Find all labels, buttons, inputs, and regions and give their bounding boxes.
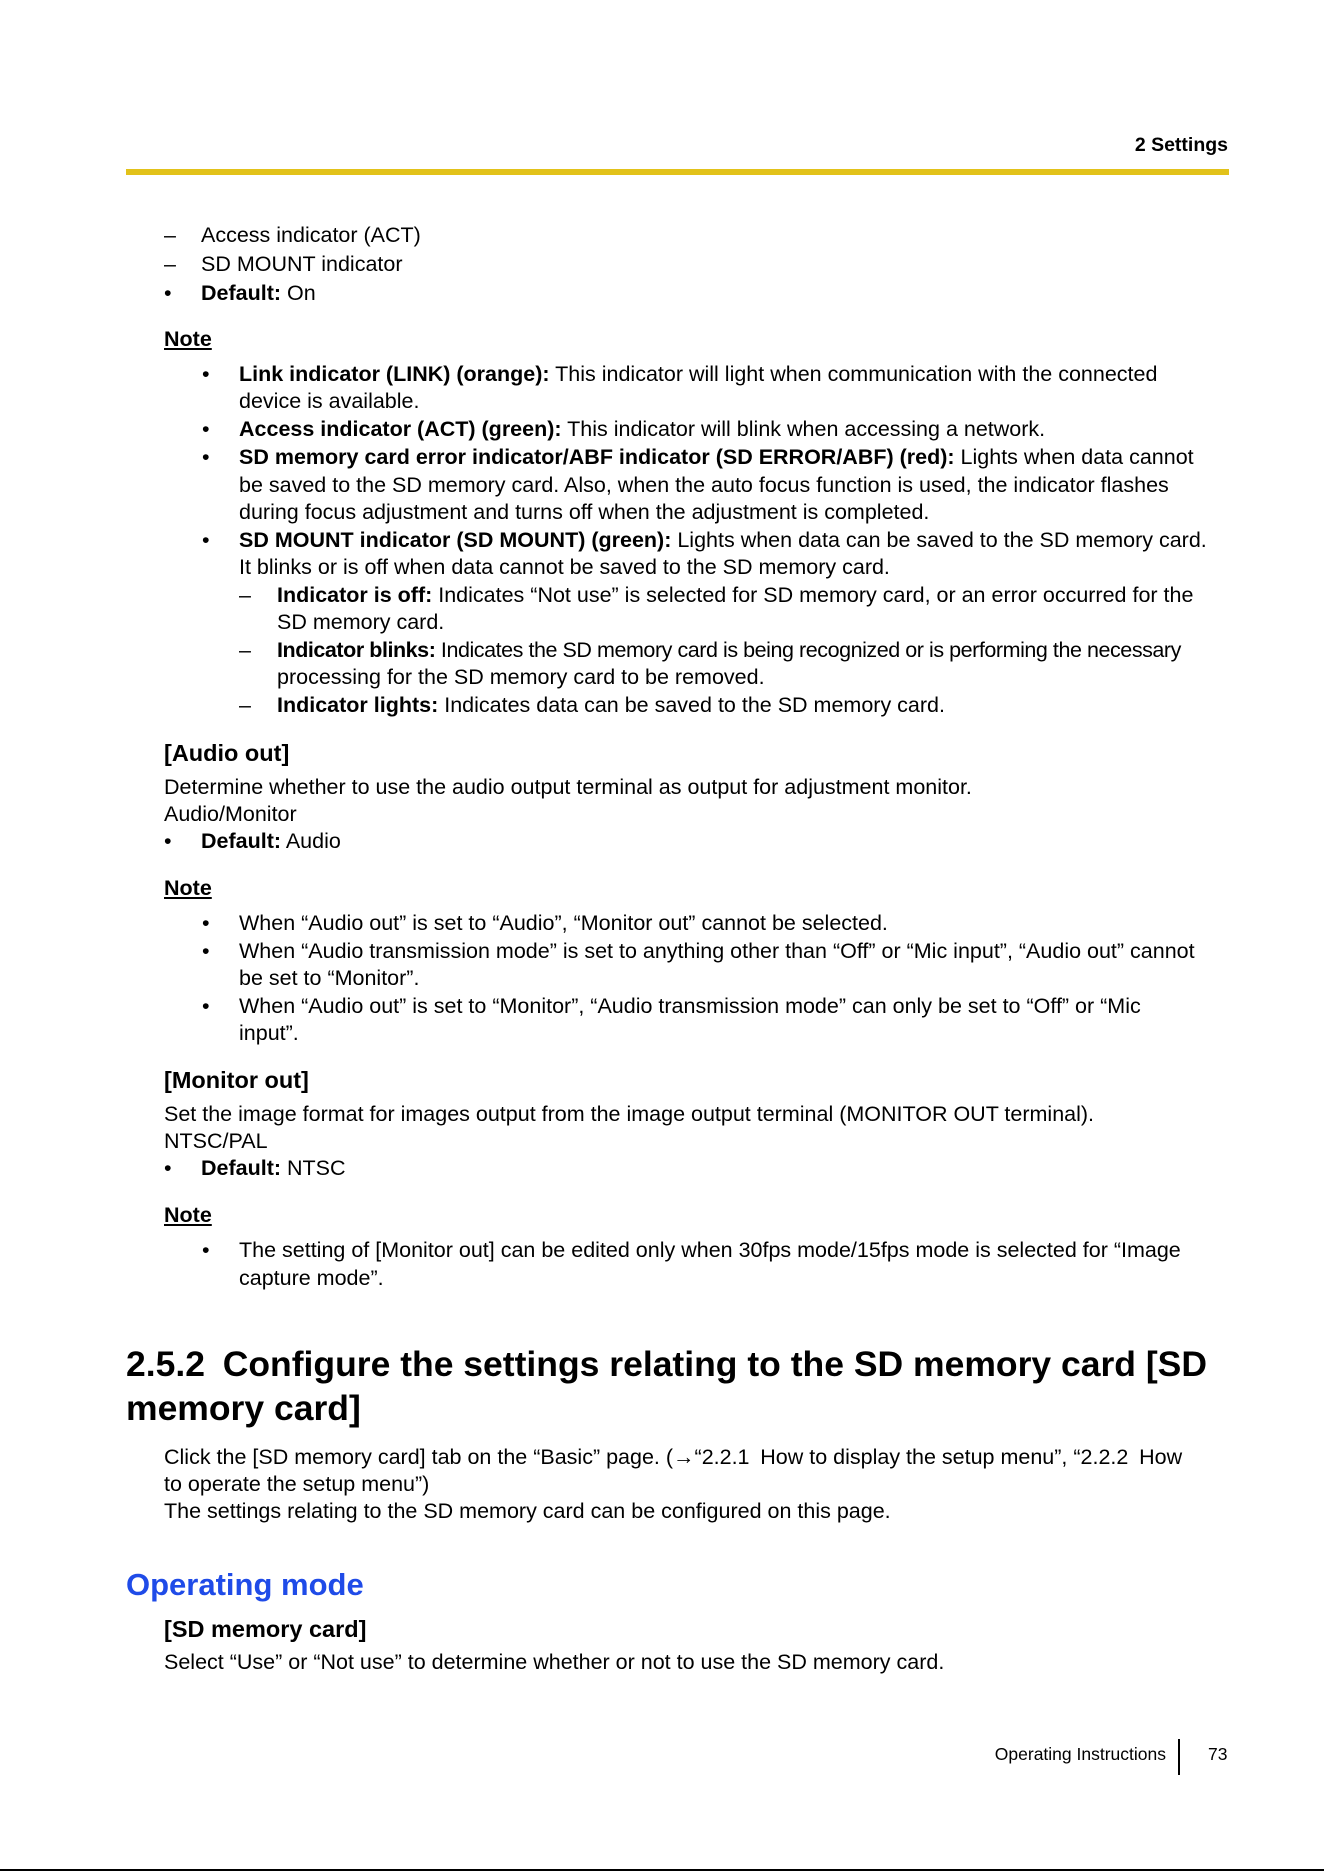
- footer-divider: [1178, 1739, 1180, 1775]
- dash-marker: –: [239, 693, 251, 717]
- section-intro-2: The settings relating to the SD memory card can be configured on this page.: [164, 1499, 891, 1523]
- audio-out-options: Audio/Monitor: [164, 802, 297, 826]
- header-rule: [126, 169, 1229, 175]
- note-item-cont: be set to “Monitor”.: [239, 966, 420, 990]
- monitor-out-desc: Set the image format for images output from the image output terminal (MONITOR OUT terminal).: [164, 1102, 1095, 1126]
- bullet-marker: •: [202, 911, 210, 935]
- sub-item: Indicator blinks: Indicates the SD memory card is being recognized or is performing the necessary: [277, 638, 1181, 662]
- bullet-marker: •: [202, 445, 210, 469]
- audio-out-title: [Audio out]: [164, 740, 290, 766]
- note-item-cont: be saved to the SD memory card. Also, when the auto focus function is used, the indicator flashes: [239, 473, 1169, 497]
- sd-memory-card-title: [SD memory card]: [164, 1616, 367, 1642]
- default-line: Default: Audio: [201, 829, 341, 853]
- dash-marker: –: [164, 223, 176, 247]
- bullet-marker: •: [202, 417, 210, 441]
- note-item: When “Audio out” is set to “Audio”, “Monitor out” cannot be selected.: [239, 911, 888, 935]
- sub-item: Indicator is off: Indicates “Not use” is selected for SD memory card, or an error occurred for the: [277, 583, 1194, 607]
- dash-marker: –: [239, 583, 251, 607]
- page-number: 73: [1208, 1744, 1228, 1764]
- note-item: Link indicator (LINK) (orange): This indicator will light when communication with the connected: [239, 362, 1158, 386]
- sd-memory-card-desc: Select “Use” or “Not use” to determine whether or not to use the SD memory card.: [164, 1650, 945, 1674]
- note-item: When “Audio out” is set to “Monitor”, “Audio transmission mode” can only be set to “Off” or “Mic: [239, 994, 1141, 1018]
- bullet-marker: •: [164, 281, 172, 305]
- bullet-marker: •: [202, 1238, 210, 1262]
- note-item: SD memory card error indicator/ABF indicator (SD ERROR/ABF) (red): Lights when data cannot: [239, 445, 1194, 469]
- default-line: Default: On: [201, 281, 316, 305]
- section-heading-cont: memory card]: [126, 1388, 361, 1428]
- sub-item-cont: SD memory card.: [277, 610, 445, 634]
- default-line: Default: NTSC: [201, 1156, 346, 1180]
- bullet-marker: •: [164, 829, 172, 853]
- section-intro-cont: to operate the setup menu”): [164, 1472, 430, 1496]
- list-item: SD MOUNT indicator: [201, 252, 403, 276]
- note-item-cont: It blinks or is off when data cannot be saved to the SD memory card.: [239, 555, 890, 579]
- bullet-marker: •: [202, 939, 210, 963]
- note-item: Access indicator (ACT) (green): This indicator will blink when accessing a network.: [239, 417, 1046, 441]
- page-header: 2 Settings: [1134, 134, 1228, 156]
- sub-item: Indicator lights: Indicates data can be saved to the SD memory card.: [277, 693, 945, 717]
- section-heading: 2.5.2 Configure the settings relating to the SD memory card [SD: [126, 1344, 1207, 1384]
- note-label: Note: [164, 1203, 212, 1227]
- note-item: When “Audio transmission mode” is set to anything other than “Off” or “Mic input”, “Audio out” cannot: [239, 939, 1195, 963]
- section-intro: Click the [SD memory card] tab on the “Basic” page. (→“2.2.1 How to display the setup menu”, “2.2.2 How: [164, 1445, 1183, 1469]
- note-item-cont: capture mode”.: [239, 1266, 384, 1290]
- audio-out-desc: Determine whether to use the audio output terminal as output for adjustment monitor.: [164, 775, 972, 799]
- sub-item-cont: processing for the SD memory card to be removed.: [277, 665, 765, 689]
- operating-mode-heading: Operating mode: [126, 1567, 364, 1602]
- bottom-rule: [0, 1869, 1324, 1871]
- list-item: Access indicator (ACT): [201, 223, 421, 247]
- bullet-marker: •: [202, 528, 210, 552]
- bullet-marker: •: [202, 994, 210, 1018]
- footer-label: Operating Instructions: [994, 1744, 1166, 1764]
- note-label: Note: [164, 876, 212, 900]
- note-item: The setting of [Monitor out] can be edited only when 30fps mode/15fps mode is selected for “Image: [239, 1238, 1181, 1262]
- note-label: Note: [164, 327, 212, 351]
- monitor-out-options: NTSC/PAL: [164, 1129, 268, 1153]
- monitor-out-title: [Monitor out]: [164, 1067, 309, 1093]
- bullet-marker: •: [202, 362, 210, 386]
- bullet-marker: •: [164, 1156, 172, 1180]
- note-item-cont: device is available.: [239, 389, 420, 413]
- note-item-cont: input”.: [239, 1021, 299, 1045]
- note-item: SD MOUNT indicator (SD MOUNT) (green): Lights when data can be saved to the SD memory card.: [239, 528, 1207, 552]
- dash-marker: –: [164, 252, 176, 276]
- note-item-cont: during focus adjustment and turns off when the adjustment is completed.: [239, 500, 930, 524]
- dash-marker: –: [239, 638, 251, 662]
